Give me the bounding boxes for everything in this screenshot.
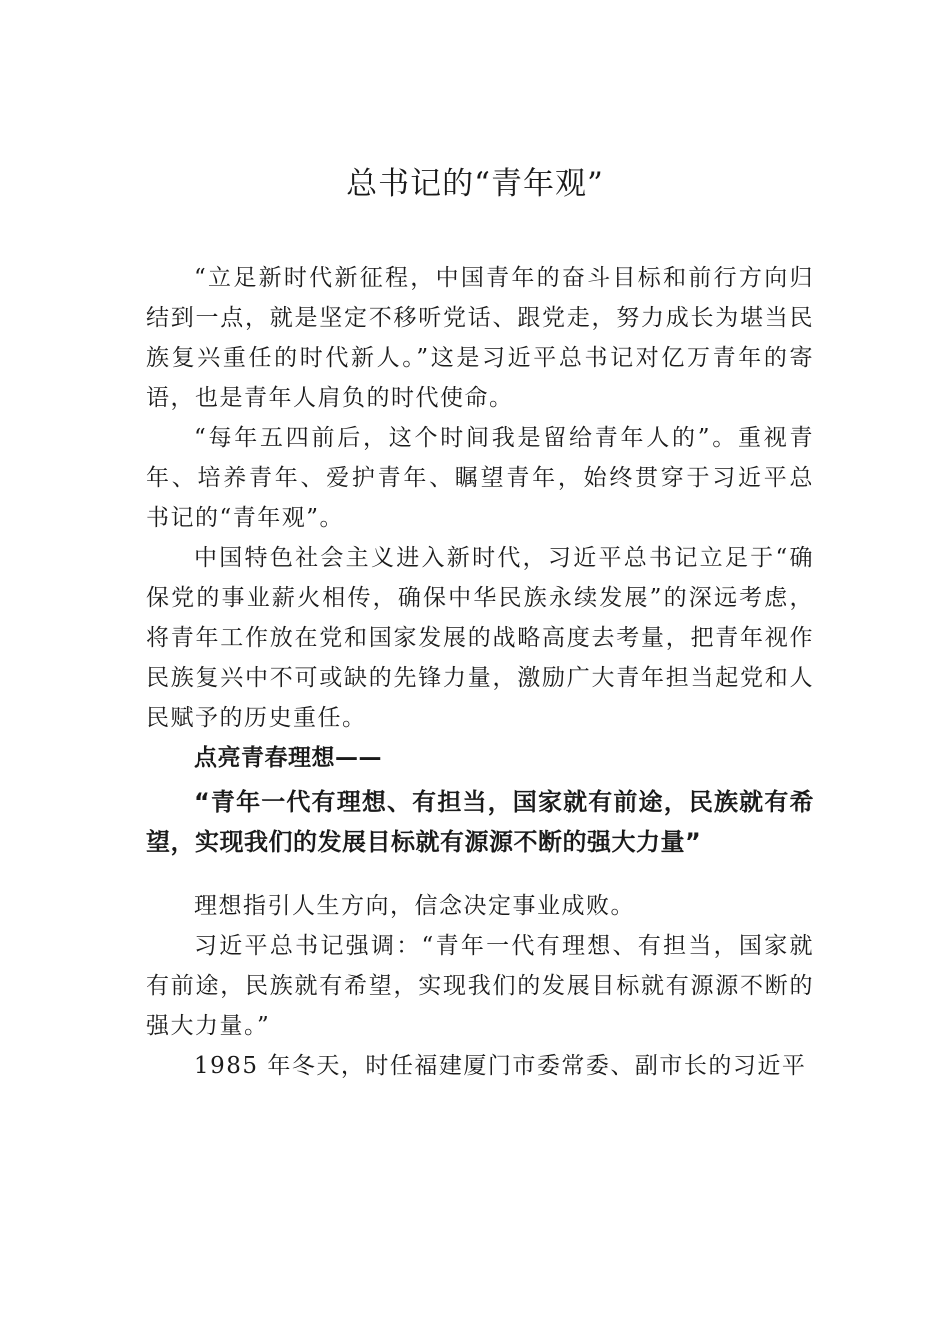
paragraph-4: 理想指引人生方向，信念决定事业成败。 (194, 893, 635, 919)
paragraph-6: 1985 年冬天，时任福建厦门市委常委、副市长的习近平 (194, 1053, 807, 1079)
section-subheading: “青年一代有理想、有担当，国家就有前途，民族就有希望，实现我们的发展目标就有源源不断的强大力量” (146, 788, 814, 856)
paragraph-5: 习近平总书记强调：“青年一代有理想、有担当，国家就有前途，民族就有希望，实现我们的发展目标就有源源不断的强大力量。” (146, 933, 814, 1039)
document-body (146, 258, 814, 1086)
section-heading: 点亮青春理想—— (194, 745, 382, 771)
paragraph-1: “立足新时代新征程，中国青年的奋斗目标和前行方向归结到一点，就是坚定不移听党话、跟党走，努力成长为堪当民族复兴重任的时代新人。”这是习近平总书记对亿万青年的寄语，也是青年人肩负的时代使命。 (146, 265, 814, 411)
document-title: 总书记的“青年观” (346, 166, 604, 202)
paragraph-2: “每年五四前后，这个时间我是留给青年人的”。重视青年、培养青年、爱护青年、瞩望青年，始终贯穿于习近平总 书记的“青年观”。 (146, 425, 814, 531)
paragraph-3: 中国特色社会主义进入新时代，习近平总书记立足于“确保党的事业薪火相传，确保中华民族永续发展”的深远考虑，将青年工作放在党和国家发展的战略高度去考量，把青年视作民族复兴中不可或缺的先锋力量，激励广大青年担当起党和人民赋予的历史重任。 (146, 545, 814, 731)
